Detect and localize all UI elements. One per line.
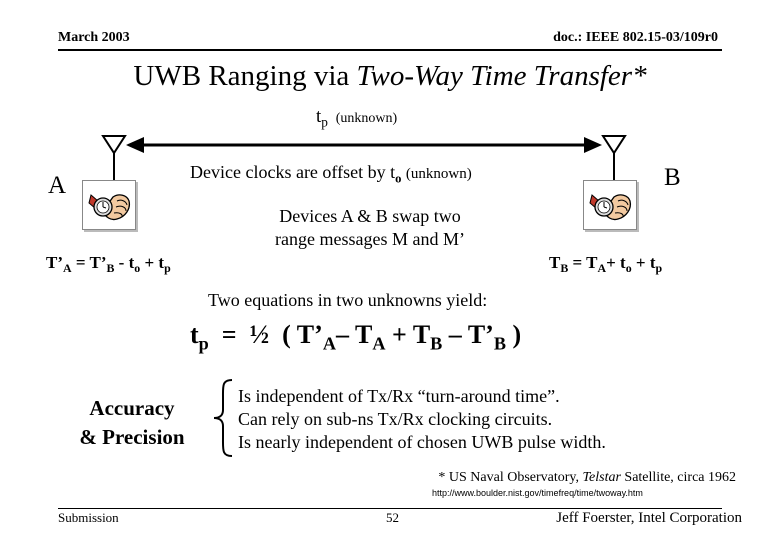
eq-a-part-4: + t xyxy=(140,253,165,272)
result-equation xyxy=(190,320,522,354)
result-sub-1: p xyxy=(198,333,209,354)
tp-symbol: t xyxy=(316,106,322,127)
accuracy-precision-label xyxy=(62,394,202,452)
footnote xyxy=(438,470,736,486)
result-part-4: + T xyxy=(385,320,431,349)
footnote-prefix: * US Naval Observatory, xyxy=(438,470,583,485)
slide-title-prefix: UWB Ranging via xyxy=(133,60,357,92)
curly-brace-icon xyxy=(210,378,236,458)
accuracy-line-2: & Precision xyxy=(79,425,185,449)
eq-a-part-2: = T’ xyxy=(71,253,107,272)
eq-b-sub-2: A xyxy=(597,261,607,276)
property-item: Is nearly independent of chosen UWB pulse width. xyxy=(238,432,606,452)
clock-offset-sub: o xyxy=(395,171,402,186)
result-part-3: – T xyxy=(335,320,373,349)
eq-b-sub-1: B xyxy=(560,261,569,276)
footer-author: Jeff Foerster, Intel Corporation xyxy=(556,510,742,526)
result-sub-5: B xyxy=(493,333,506,354)
slide-title-italic: Two-Way Time Transfer* xyxy=(356,60,647,92)
eq-b-part-2: = T xyxy=(568,253,598,272)
tp-label xyxy=(316,106,397,128)
eq-a-part-3: - t xyxy=(114,253,135,272)
properties-list xyxy=(238,385,606,454)
two-equations-text: Two equations in two unknowns yield: xyxy=(208,290,488,310)
swap-line-1: Devices A & B swap two xyxy=(279,206,461,226)
eq-b-part-3: + t xyxy=(606,253,626,272)
footnote-suffix: Satellite, circa 1962 xyxy=(620,470,736,485)
tp-note: (unknown) xyxy=(335,111,398,126)
swap-messages-text xyxy=(240,205,500,251)
device-a-box xyxy=(82,180,136,230)
device-b-box xyxy=(583,180,637,230)
swap-line-2: range messages M and M’ xyxy=(275,229,465,249)
antenna-a-icon xyxy=(101,134,127,180)
footer-rule xyxy=(58,508,722,509)
footer-submission: Submission xyxy=(58,510,119,525)
result-part-1: t xyxy=(190,320,199,349)
property-item: Is independent of Tx/Rx “turn-around time”. xyxy=(238,386,560,406)
result-part-5: – T’ xyxy=(442,320,494,349)
eq-b-sub-3: o xyxy=(625,261,632,276)
eq-a-sub-2: B xyxy=(106,261,115,276)
equation-a xyxy=(46,253,171,276)
eq-a-sub-4: p xyxy=(164,261,171,276)
result-sub-3: A xyxy=(372,333,386,354)
clock-offset-main: Device clocks are offset by t xyxy=(190,162,396,182)
eq-a-part-1: T’ xyxy=(46,253,63,272)
header-rule xyxy=(58,49,722,51)
accuracy-line-1: Accuracy xyxy=(89,396,175,420)
eq-a-sub-1: A xyxy=(63,261,72,276)
clock-offset-note: (unknown) xyxy=(405,166,472,182)
eq-b-sub-4: p xyxy=(655,261,663,276)
footnote-url[interactable]: http://www.boulder.nist.gov/timefreq/time/twoway.htm xyxy=(432,488,643,498)
footnote-italic: Telstar xyxy=(582,470,621,485)
result-part-2: = ½ ( T’ xyxy=(208,320,323,349)
device-a-label: A xyxy=(48,172,67,199)
eq-a-sub-3: o xyxy=(134,261,141,276)
clock-offset-text xyxy=(190,162,472,186)
antenna-b-icon xyxy=(601,134,627,180)
hand-watch-icon xyxy=(83,181,135,229)
header-date: March 2003 xyxy=(58,30,130,45)
footer-page-number: 52 xyxy=(386,510,399,525)
property-item: Can rely on sub-ns Tx/Rx clocking circuits. xyxy=(238,409,553,429)
result-sub-2: A xyxy=(322,333,336,354)
equation-b xyxy=(549,253,663,276)
result-part-6: ) xyxy=(505,320,522,349)
header-doc-id: doc.: IEEE 802.15-03/109r0 xyxy=(553,30,718,45)
eq-b-part-4: + t xyxy=(631,253,656,272)
eq-b-part-1: T xyxy=(549,253,561,272)
hand-watch-icon xyxy=(584,181,636,229)
tp-subscript: p xyxy=(321,114,328,130)
device-b-label: B xyxy=(664,164,681,191)
slide-title xyxy=(0,60,780,93)
result-sub-4: B xyxy=(430,333,443,354)
